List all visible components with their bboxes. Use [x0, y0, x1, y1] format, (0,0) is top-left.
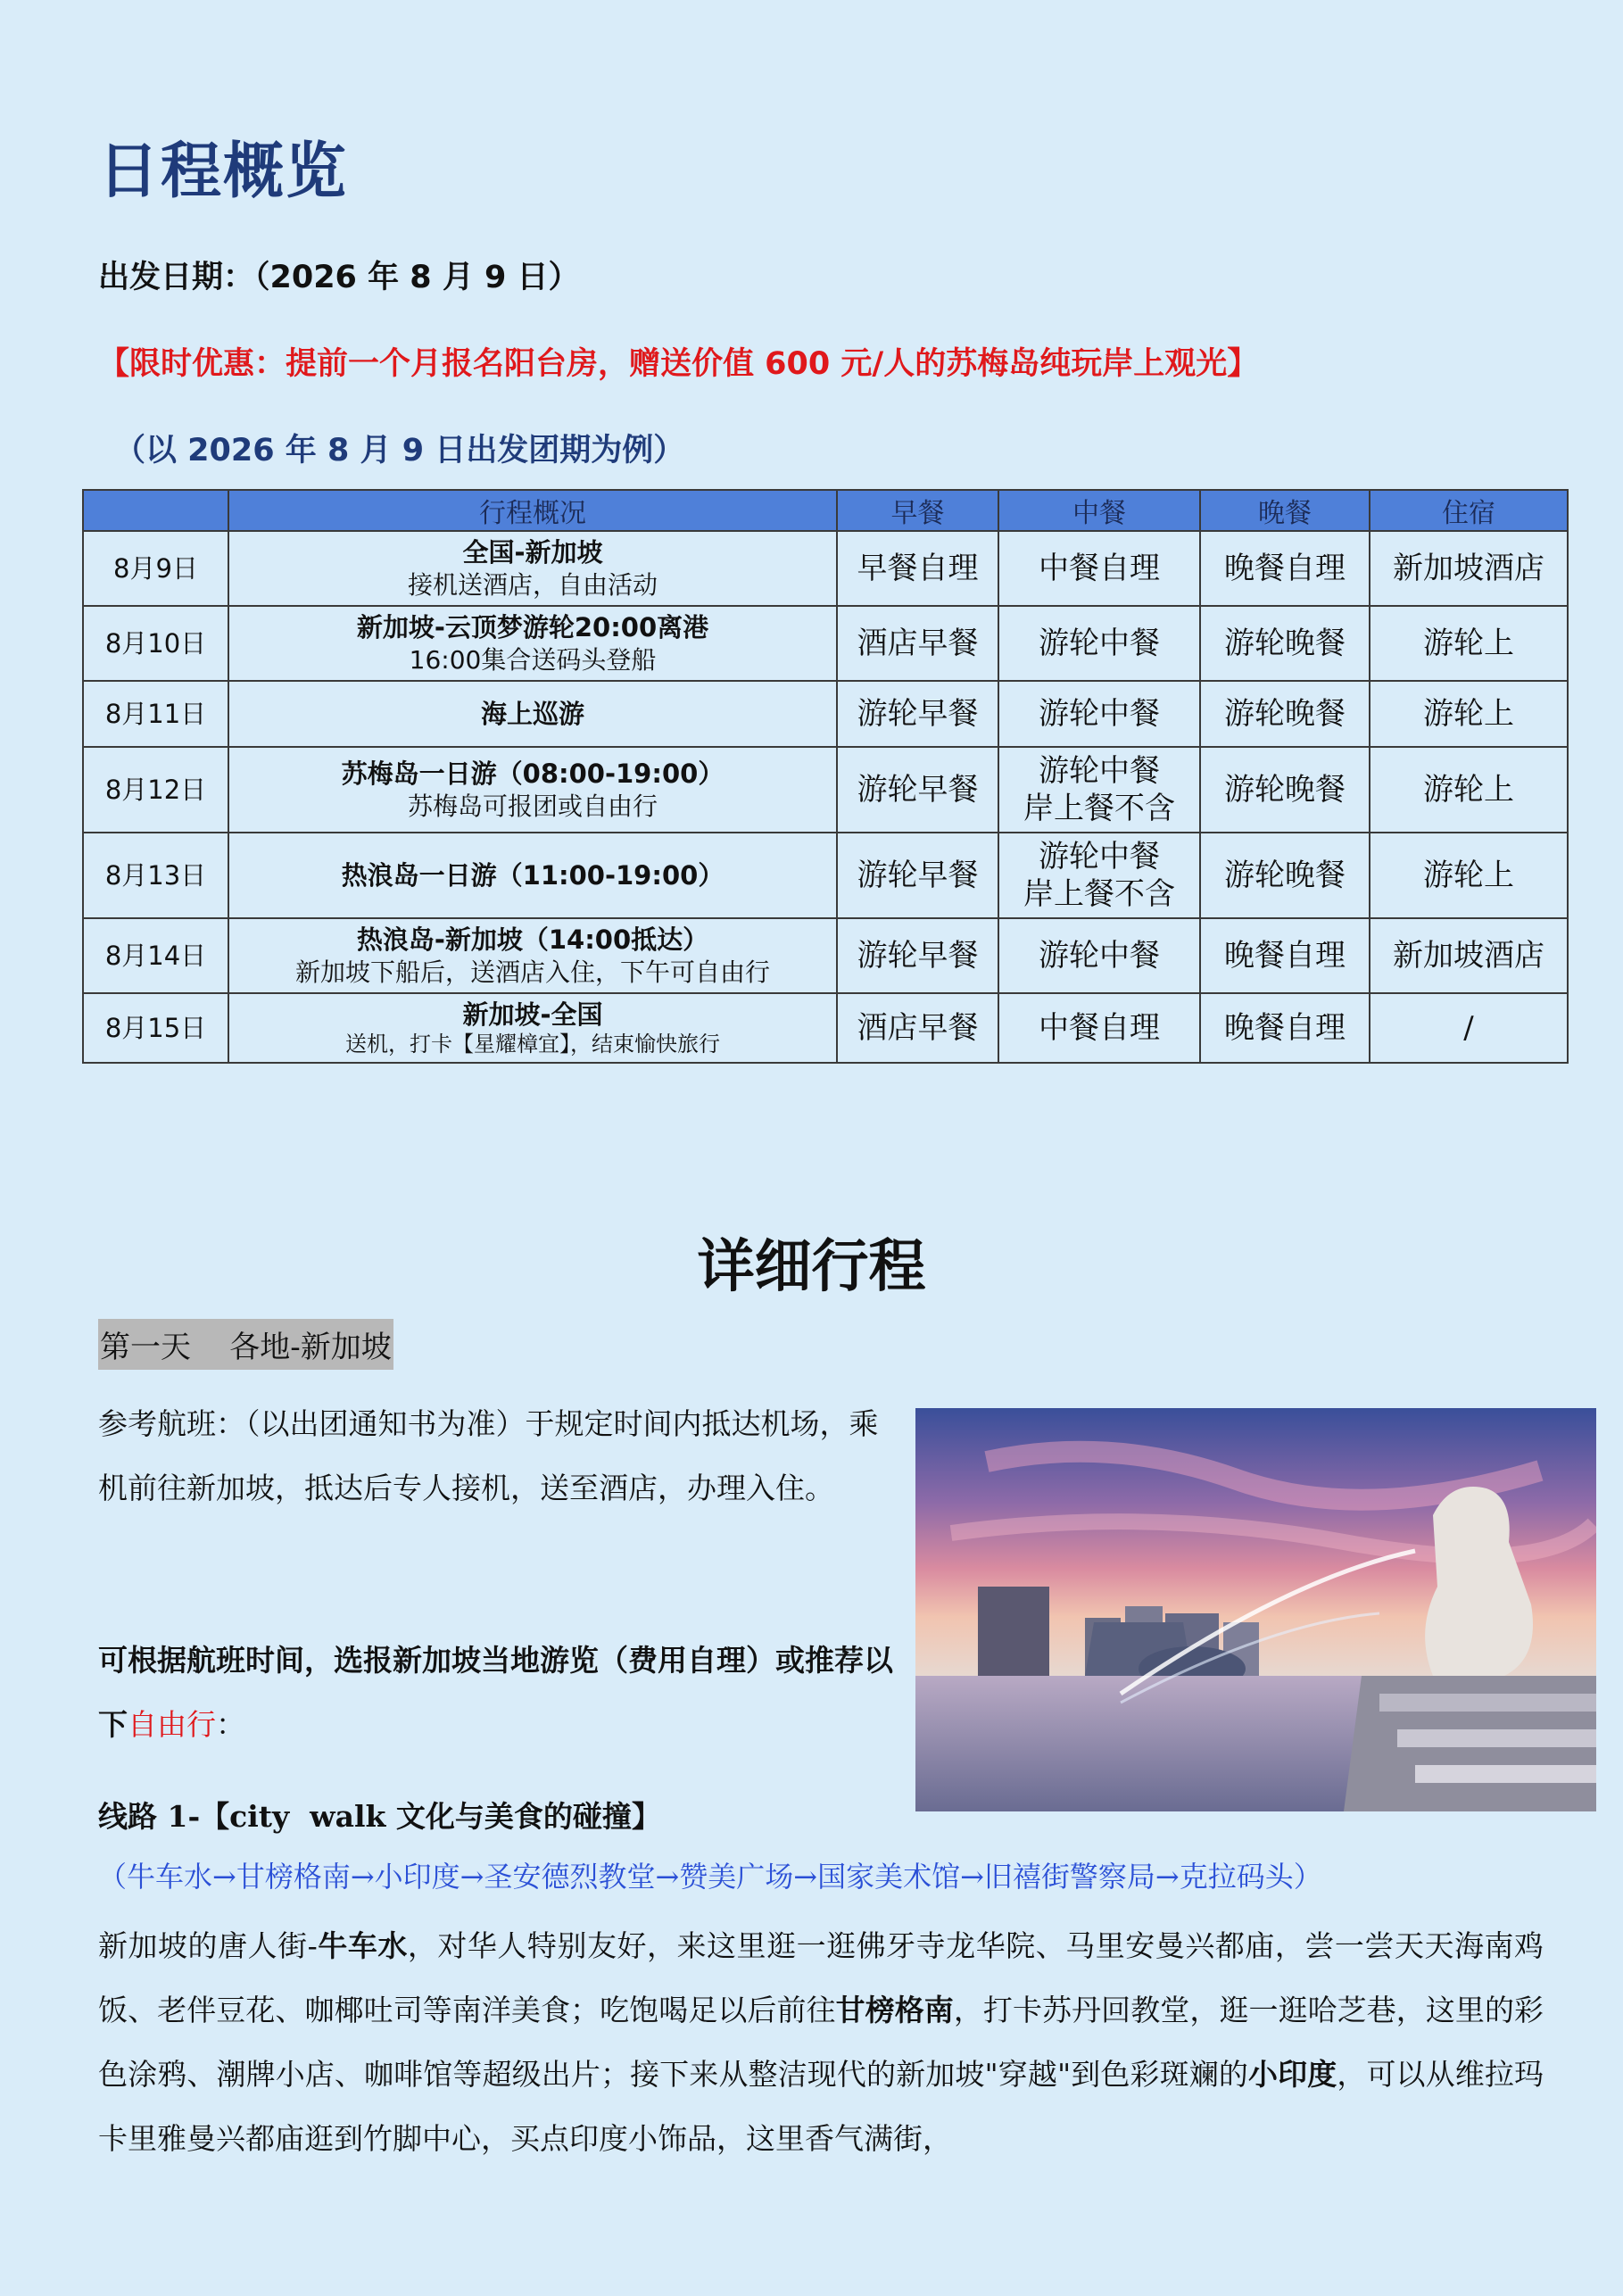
photo-illustration: [915, 1408, 1596, 1811]
row-breakfast: 游轮早餐: [837, 833, 998, 918]
row-breakfast: 酒店早餐: [837, 993, 998, 1063]
row-date: 8月13日: [83, 833, 228, 918]
body-text-4: ，可以从维拉玛卡里雅曼兴都庙逛到竹脚中心，买点印度小饰品，这里香气满街，: [98, 2057, 1544, 2156]
row-stay: 新加坡酒店: [1370, 918, 1568, 993]
itinerary-sub: 16:00集合送码头登船: [409, 644, 657, 675]
body-text-2: ，对华人特别友好，来这里逛一逛佛牙寺龙华院、马里安曼兴都庙，尝一尝天天海南鸡饭、老伴豆花、咖椰吐司等南洋美食；吃饱喝足以后前往: [98, 1928, 1544, 2027]
table-row: [83, 918, 1568, 993]
col-header-lunch: 中餐: [998, 490, 1200, 531]
lunch-line-1: 游轮中餐: [1039, 838, 1160, 874]
row-dinner: 游轮晚餐: [1200, 833, 1370, 918]
itinerary-sub: 接机送酒店，自由活动: [407, 569, 658, 600]
departure-date: 出发日期：（2026 年 8 月 9 日）: [98, 260, 580, 295]
itinerary-main: 新加坡-云顶梦游轮20:00离港: [356, 612, 709, 643]
itinerary-main: 新加坡-全国: [462, 999, 603, 1030]
table-row: [83, 833, 1568, 918]
route-1-path: （牛车水→甘榜格南→小印度→圣安德烈教堂→赞美广场→国家美术馆→旧禧街警察局→克拉码头）: [98, 1860, 1322, 1894]
table-row: [83, 747, 1568, 833]
detail-title: 详细行程: [697, 1234, 926, 1300]
row-breakfast: 游轮早餐: [837, 918, 998, 993]
row-date: 8月10日: [83, 606, 228, 681]
col-header-dinner: 晚餐: [1200, 490, 1370, 531]
row-dinner: 游轮晚餐: [1200, 606, 1370, 681]
row-lunch: 游轮中餐: [998, 606, 1200, 681]
row-lunch: [998, 747, 1200, 833]
row-itinerary: [228, 993, 837, 1063]
promo-banner: 【限时优惠：提前一个月报名阳台房，赠送价值 600 元/人的苏梅岛纯玩岸上观光】: [98, 346, 1259, 382]
itinerary-sub: 苏梅岛可报团或自由行: [407, 791, 658, 821]
col-header-stay: 住宿: [1370, 490, 1568, 531]
itinerary-main: 苏梅岛一日游（08:00-19:00）: [341, 758, 725, 790]
row-lunch: 游轮中餐: [998, 681, 1200, 747]
place-kampong-glam: 甘榜格南: [835, 1993, 954, 2027]
row-breakfast: 游轮早餐: [837, 681, 998, 747]
body-text-1: 新加坡的唐人街-: [98, 1928, 318, 1963]
lunch-line-2: 岸上餐不含: [1023, 791, 1175, 826]
row-itinerary: [228, 681, 837, 747]
row-itinerary: [228, 531, 837, 606]
row-itinerary: [228, 833, 837, 918]
itinerary-main: 海上巡游: [480, 698, 584, 729]
lunch-line-1: 游轮中餐: [1039, 752, 1160, 789]
row-date: 8月11日: [83, 681, 228, 747]
day1-optional: [98, 1629, 901, 1757]
row-breakfast: 游轮早餐: [837, 747, 998, 833]
row-breakfast: 早餐自理: [837, 531, 998, 606]
optional-colon: ：: [216, 1707, 245, 1742]
row-breakfast: 酒店早餐: [837, 606, 998, 681]
row-stay: 游轮上: [1370, 833, 1568, 918]
day1-intro: 参考航班：（以出团通知书为准）于规定时间内抵达机场，乘机前往新加坡，抵达后专人接机，送至酒店，办理入住。: [98, 1406, 879, 1505]
row-stay: 游轮上: [1370, 681, 1568, 747]
route-1-description: [98, 1914, 1544, 2171]
col-header-breakfast: 早餐: [837, 490, 998, 531]
table-row: [83, 993, 1568, 1063]
example-note: （以 2026 年 8 月 9 日出发团期为例）: [114, 433, 685, 468]
row-lunch: 中餐自理: [998, 531, 1200, 606]
row-dinner: 晚餐自理: [1200, 918, 1370, 993]
col-header-date: [83, 490, 228, 531]
col-header-itinerary: 行程概况: [228, 490, 837, 531]
optional-text: 可根据航班时间，选报新加坡当地游览（费用自理）或推荐以下: [98, 1643, 893, 1742]
itinerary-main: 热浪岛-新加坡（14:00抵达）: [356, 924, 709, 956]
row-dinner: 游轮晚餐: [1200, 681, 1370, 747]
row-stay: /: [1370, 993, 1568, 1063]
row-dinner: 晚餐自理: [1200, 993, 1370, 1063]
row-stay: 新加坡酒店: [1370, 531, 1568, 606]
row-stay: 游轮上: [1370, 747, 1568, 833]
table-row: [83, 606, 1568, 681]
place-niuchesui: 牛车水: [317, 1928, 408, 1963]
route-1-title: 线路 1-【city walk 文化与美食的碰撞】: [98, 1799, 661, 1834]
itinerary-sub: 新加坡下船后，送酒店入住，下午可自由行: [294, 957, 770, 987]
row-itinerary: [228, 606, 837, 681]
day-heading: 第一天 各地-新加坡: [98, 1319, 393, 1370]
row-lunch: 中餐自理: [998, 993, 1200, 1063]
table-row: [83, 681, 1568, 747]
row-date: 8月9日: [83, 531, 228, 606]
row-date: 8月12日: [83, 747, 228, 833]
page-title: 日程概览: [98, 137, 349, 207]
row-itinerary: [228, 918, 837, 993]
row-dinner: 游轮晚餐: [1200, 747, 1370, 833]
table-row: [83, 531, 1568, 606]
place-little-india: 小印度: [1247, 2057, 1337, 2092]
row-lunch: 游轮中餐: [998, 918, 1200, 993]
row-dinner: 晚餐自理: [1200, 531, 1370, 606]
merlion-skyline-photo: [915, 1408, 1596, 1811]
row-stay: 游轮上: [1370, 606, 1568, 681]
lunch-line-2: 岸上餐不含: [1023, 876, 1175, 912]
row-date: 8月15日: [83, 993, 228, 1063]
itinerary-sub: 送机，打卡【星耀樟宜】，结束愉快旅行: [345, 1032, 720, 1057]
row-itinerary: [228, 747, 837, 833]
row-lunch: [998, 833, 1200, 918]
itinerary-main: 热浪岛一日游（11:00-19:00）: [341, 859, 725, 891]
schedule-table: [82, 489, 1569, 1064]
body-text-3: ，打卡苏丹回教堂，逛一逛哈芝巷，这里的彩色涂鸦、潮牌小店、咖啡馆等超级出片；接下来从整洁现代的新加坡"穿越"到色彩斑斓的: [98, 1993, 1544, 2092]
row-date: 8月14日: [83, 918, 228, 993]
schedule-header-row: [83, 490, 1568, 531]
itinerary-main: 全国-新加坡: [462, 537, 603, 568]
free-tour-highlight: 自由行: [128, 1707, 216, 1742]
